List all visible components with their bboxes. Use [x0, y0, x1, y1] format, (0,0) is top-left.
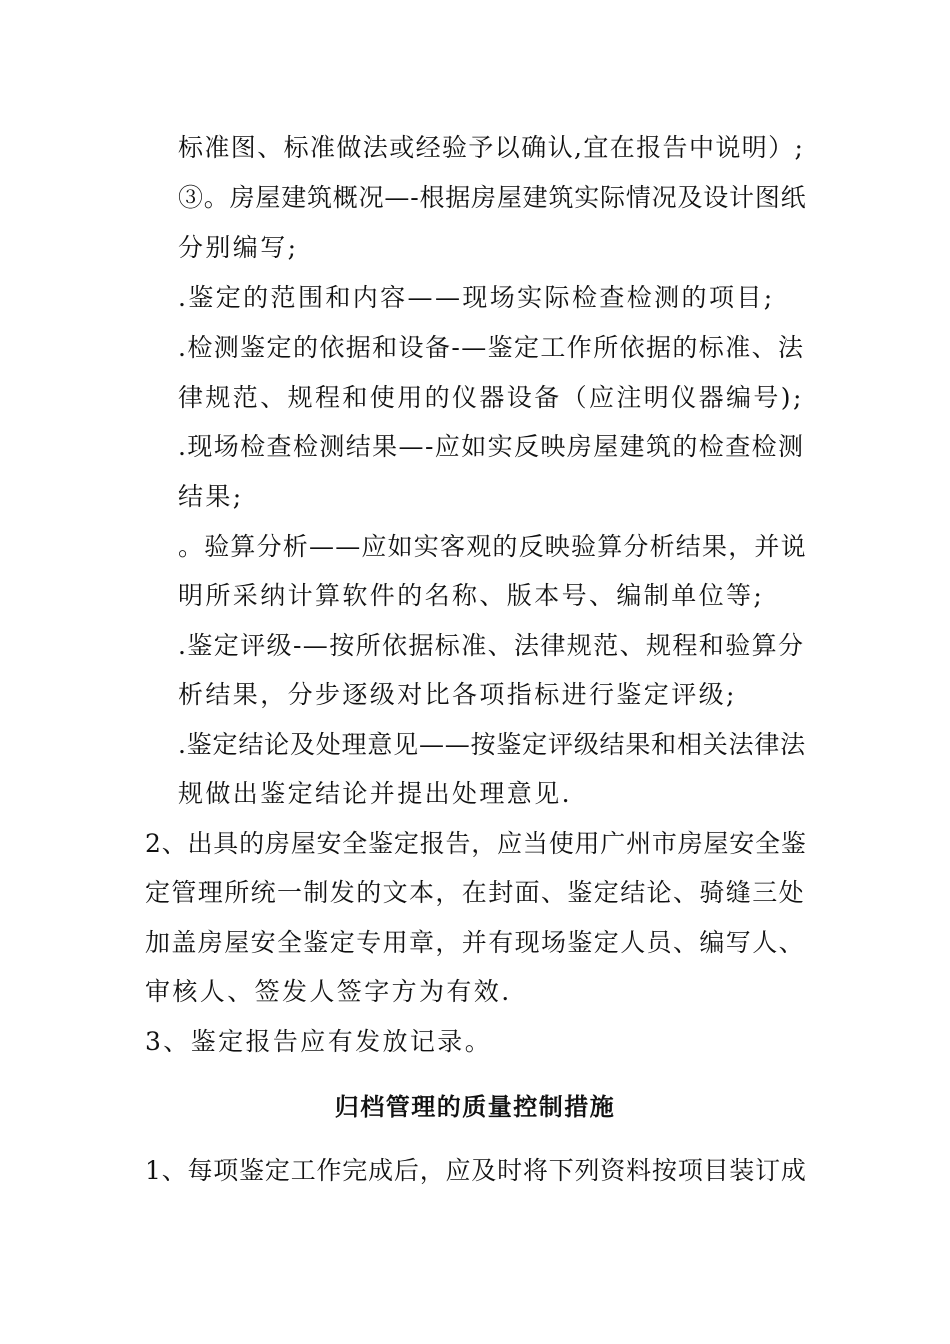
- text-line: 明所采纳计算软件的名称、版本号、编制单位等;: [178, 581, 765, 610]
- text-line: 标准图、标准做法或经验予以确认,宜在报告中说明）;: [178, 133, 805, 162]
- text-line: 定管理所统一制发的文本，在封面、鉴定结论、骑缝三处: [145, 878, 806, 907]
- text-line: 审核人、签发人签字方为有效.: [145, 977, 512, 1006]
- text-line: .鉴定结论及处理意见——按鉴定评级结果和相关法律法: [178, 730, 806, 759]
- text-line: .鉴定评级-—按所依据标准、法律规范、规程和验算分: [178, 631, 805, 660]
- text-line: 规做出鉴定结论并提出处理意见.: [178, 779, 572, 808]
- text-line: 。验算分析——应如实客观的反映验算分析结果，并说: [178, 532, 807, 561]
- section-heading: 归档管理的质量控制措施: [334, 1093, 616, 1121]
- text-line: .鉴定的范围和内容——现场实际检查检测的项目;: [178, 283, 775, 312]
- text-line: 3、鉴定报告应有发放记录。: [145, 1027, 493, 1056]
- text-line: .现场检查检测结果—-应如实反映房屋建筑的检查检测: [178, 432, 805, 461]
- text-line: 1、每项鉴定工作完成后，应及时将下列资料按项目装订成: [145, 1156, 807, 1185]
- text-line: 分别编写;: [178, 233, 299, 262]
- text-line: 加盖房屋安全鉴定专用章，并有现场鉴定人员、编写人、: [145, 928, 806, 957]
- text-line: ③。房屋建筑概况—-根据房屋建筑实际情况及设计图纸: [178, 183, 807, 212]
- text-line: 2、出具的房屋安全鉴定报告，应当使用广州市房屋安全鉴: [145, 829, 807, 858]
- text-line: 律规范、规程和使用的仪器设备（应注明仪器编号);: [178, 383, 804, 412]
- text-line: 结果;: [178, 482, 244, 511]
- text-line: 析结果，分步逐级对比各项指标进行鉴定评级;: [178, 680, 737, 709]
- text-line: .检测鉴定的依据和设备-—鉴定工作所依据的标准、法: [178, 333, 805, 362]
